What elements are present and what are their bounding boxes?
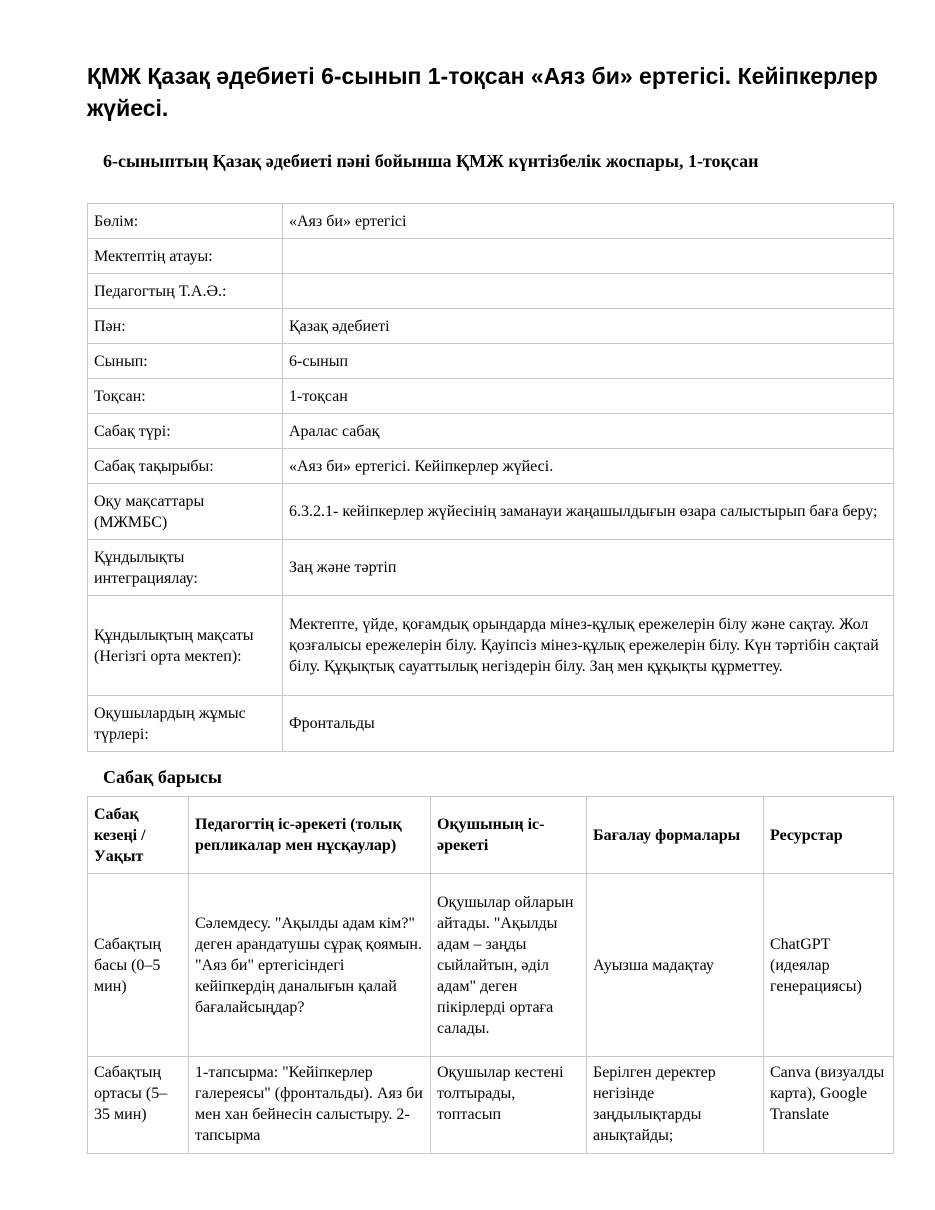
assessment-cell: Ауызша мадақтау xyxy=(587,874,764,1057)
info-label: Педагогтың Т.А.Ә.: xyxy=(88,274,283,309)
info-label: Құндылықты интеграциялау: xyxy=(88,540,283,596)
info-label: Мектептің атауы: xyxy=(88,239,283,274)
plan-heading: 6-сыныптың Қазақ әдебиеті пәні бойынша ҚМЖ күнтізбелік жоспары, 1-тоқсан xyxy=(103,151,759,171)
info-label: Сынып: xyxy=(88,344,283,379)
info-value: Аралас сабақ xyxy=(283,414,894,449)
resources-cell: Canva (визуалды карта), Google Translate xyxy=(764,1057,894,1154)
info-value: Заң және тәртіп xyxy=(283,540,894,596)
info-label: Оқу мақсаттары (МЖМБС) xyxy=(88,484,283,540)
table-row xyxy=(88,344,894,379)
info-value: «Аяз би» ертегісі xyxy=(283,204,894,239)
info-label: Тоқсан: xyxy=(88,379,283,414)
column-header-resources: Ресурстар xyxy=(764,797,894,874)
column-header-stage: Сабақ кезеңі / Уақыт xyxy=(88,797,189,874)
table-row xyxy=(88,379,894,414)
teacher-cell: Сәлемдесу. "Ақылды адам кім?" деген арандатушы сұрақ қоямын. "Аяз би" ертегісіндегі кейіпкердің даналығын қалай бағалайсыңдар? xyxy=(189,874,431,1057)
resources-cell: ChatGPT (идеялар генерациясы) xyxy=(764,874,894,1057)
table-row xyxy=(88,484,894,540)
info-value xyxy=(283,239,894,274)
table-header-row xyxy=(88,797,894,874)
table-row xyxy=(88,204,894,239)
column-header-assessment: Бағалау формалары xyxy=(587,797,764,874)
table-row xyxy=(88,449,894,484)
table-row xyxy=(88,596,894,696)
student-cell: Оқушылар кестені толтырады, топтасып xyxy=(431,1057,587,1154)
table-row xyxy=(88,874,894,1057)
info-value: 1-тоқсан xyxy=(283,379,894,414)
info-label: Құндылықтың мақсаты (Негізгі орта мектеп): xyxy=(88,596,283,696)
table-row xyxy=(88,540,894,596)
info-label: Бөлім: xyxy=(88,204,283,239)
table-row xyxy=(88,274,894,309)
column-header-student: Оқушының іс-әрекеті xyxy=(431,797,587,874)
info-value: Қазақ әдебиеті xyxy=(283,309,894,344)
info-value: «Аяз би» ертегісі. Кейіпкерлер жүйесі. xyxy=(283,449,894,484)
info-label: Пән: xyxy=(88,309,283,344)
info-value: 6.3.2.1- кейіпкерлер жүйесінің заманауи жаңашылдығын өзара салыстырып баға беру; xyxy=(283,484,894,540)
info-label: Сабақ тақырыбы: xyxy=(88,449,283,484)
lesson-flow-table xyxy=(87,796,894,1154)
stage-cell: Сабақтың басы (0–5 мин) xyxy=(88,874,189,1057)
lesson-info-table xyxy=(87,203,894,752)
assessment-cell: Берілген деректер негізінде заңдылықтарды анықтайды; xyxy=(587,1057,764,1154)
info-label: Оқушылардың жұмыс түрлері: xyxy=(88,696,283,752)
table-row xyxy=(88,239,894,274)
info-value: Мектепте, үйде, қоғамдық орындарда мінез-құлық ережелерін білу және сақтау. Жол қозғалысы ережелерін білу. Қауіпсіз мінез-құлық ережелерін білу. Күн тәртібін сақтай білу. Құқықтық сауаттылық негіздерін білу. Заң мен құқықты құрметтеу. xyxy=(283,596,894,696)
info-value: Фронтальды xyxy=(283,696,894,752)
info-value xyxy=(283,274,894,309)
stage-cell: Сабақтың ортасы (5–35 мин) xyxy=(88,1057,189,1154)
column-header-teacher: Педагогтің іс-әрекеті (толық репликалар мен нұсқаулар) xyxy=(189,797,431,874)
lesson-heading: Сабақ барысы xyxy=(103,767,222,787)
teacher-cell: 1-тапсырма: "Кейіпкерлер галереясы" (фронтальды). Аяз би мен хан бейнесін салыстыру. 2-тапсырма xyxy=(189,1057,431,1154)
document-title: ҚМЖ Қазақ әдебиеті 6-сынып 1-тоқсан «Аяз би» ертегісі. Кейіпкерлер жүйесі. xyxy=(87,63,878,121)
table-row xyxy=(88,1057,894,1154)
info-label: Сабақ түрі: xyxy=(88,414,283,449)
table-row xyxy=(88,696,894,752)
table-row xyxy=(88,309,894,344)
info-value: 6-сынып xyxy=(283,344,894,379)
student-cell: Оқушылар ойларын айтады. "Ақылды адам – заңды сыйлайтын, әділ адам" деген пікірлерді ортаға салады. xyxy=(431,874,587,1057)
table-row xyxy=(88,414,894,449)
